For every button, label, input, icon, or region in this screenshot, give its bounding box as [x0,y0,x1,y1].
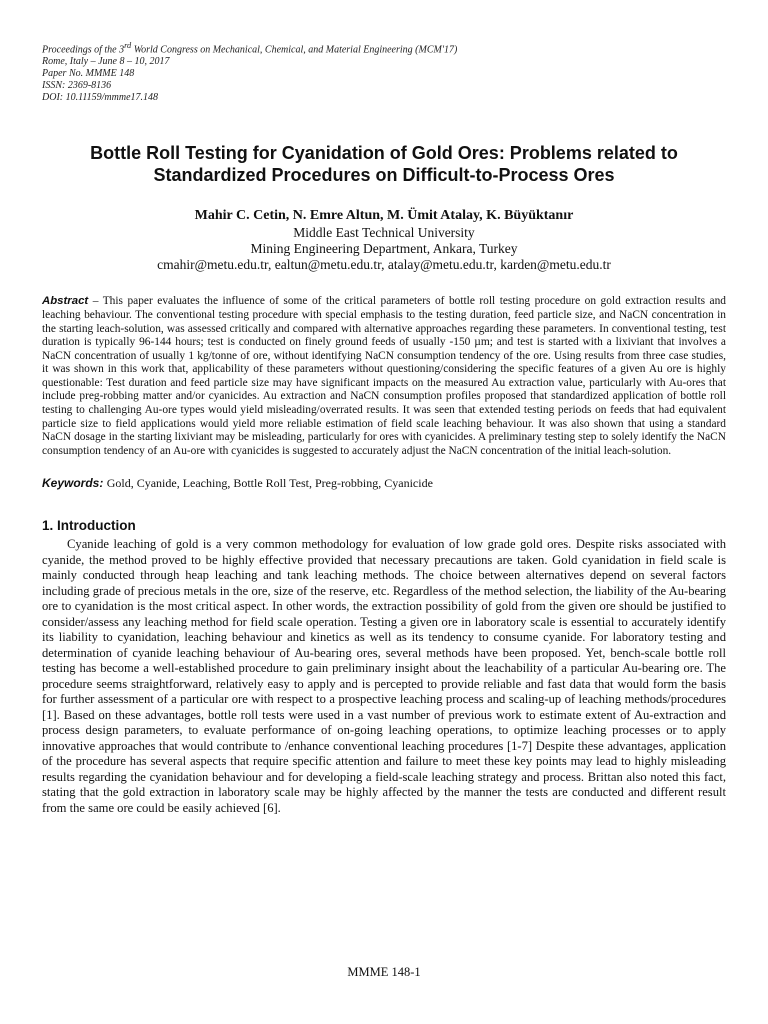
section-heading-introduction: 1. Introduction [42,518,136,534]
author-names: Mahir C. Cetin, N. Emre Altun, M. Ümit Atalay, K. Büyüktanır [194,208,574,224]
header-line-location: Rome, Italy – June 8 – 10, 2017 [42,56,170,68]
keywords-line [42,476,726,490]
abstract-text: This paper evaluates the influence of some of the critical parameters of bottle roll testing procedure on gold extraction results and leaching behaviour. The conventional testing procedure with special emphasis to the testing duration, feed particle size, and NaCN concentration in the starting leach-solution, was assessed critically and compared with alternative approaches regarding these parameters. In conventional testing, test duration is typically 96-144 hours; test is conducted on finely ground feeds of usually -150 µm; and test is started with a lixiviant that involves a NaCN concentration of usually 1 kg/tonne of ore, without identifying NaCN consumption tendency of the ore. Using results from three case studies, it was shown in this work that, applicability of these parameters without questioning/considering the specific features of a given Au ore is highly questionable: Test duration and feed particle size may have significant impacts on the measured Au extraction value, particularly with Au-ores that include preg-robbing matter and/or cyanicides. Au extraction and NaCN consumption profiles proposed that standardized application of bottle roll testing to challenging Au-ore types would yield misleading/overrated results. It was seen that extended testing periods on feeds that had equivalent particle size to field applications would yield more reliable estimation of field scale leaching behaviour. It was also shown that using a standard NaCN dosage in the starting lixiviant may be misleading, particularly for ores with cyanicides. A preliminary testing step to solely identify the NaCN consumption tendency of an Au-ore with cyanicides is suggested to accurately adjust the NaCN concentration of the initial leach-solution. [42,295,726,457]
keywords-text: Gold, Cyanide, Leaching, Bottle Roll Test, Preg-robbing, Cyanicide [106,476,433,491]
author-block [42,208,726,273]
header-line-paper-no: Paper No. MMME 148 [42,68,135,80]
keywords-label: Keywords [42,476,100,491]
keywords-colon: : [99,476,107,491]
page-footer: MMME 148-1 [347,965,421,979]
author-department: Mining Engineering Department, Ankara, Turkey [250,241,518,257]
abstract-paragraph [42,295,726,458]
header-line-proceedings [42,40,726,56]
abstract-label: Abstract [42,295,89,308]
abstract-dash: – [88,295,103,308]
header-congress-text: World Congress on Mechanical, Chemical, and Material Engineering (MCM'17) [131,44,458,56]
paper-title [42,142,726,186]
header-line-doi: DOI: 10.11159/mmme17.148 [42,92,159,104]
introduction-paragraph: Cyanide leaching of gold is a very common methodology for evaluation of low grade gold ores. Despite risks associated with cyanide, the method proved to be highly effective provided that necessary precautions are taken. Gold cyanidation in field scale is mainly conducted through heap leaching and tank leaching methods. The choice between alternatives depend on several factors including grade of precious metals in the ore, size of the reserve, etc. Regardless of the method selection, the liability of the Au-bearing ore to cyanidation is the most critical aspect. In other words, the extraction possibility of gold from the given ore should be justified to consider/assess any leaching method for field scale operation. Testing a given ore in laboratory scale is essential to accurately identify its liability to cyanidation, leaching behaviour and kinetics as well as its tendency to consume cyanide. For laboratory testing and determination of cyanide leaching behaviour of Au-bearing ores, several methods have been proposed. Yet, bench-scale bottle roll testing has become a well-established procedure to gain preliminary insight about the leachability of a particular Au-bearing ore. The procedure seems straightforward, relatively easy to apply and is percepted to provide reliable and fast data that would form the basis for further assessment of a particular ore with respect to a prospective leaching process and scaling-up of leaching methods/procedures [1]. Based on these advantages, bottle roll tests were used in a vast number of previous work to estimate extent of Au-extraction and process design parameters, to evaluate performance of on-going leaching operations, to optimize leaching processes or to apply innovative approaches that would contribute to /enhance conventional leaching procedures [1-7] Despite these advantages, application of the procedure has several aspects that require specific attention and failure to meet these key points may lead to highly misleading results regarding the cyanidation behaviour and for developing a field-scale leaching strategy and process. Brittan also noted this fact, stating that the gold extraction in laboratory scale may be highly affected by the manner the tests are conducted and different result from the same ore could be easily achieved [6]. [42,537,726,815]
header-proceedings-text: Proceedings of the 3 [42,44,125,56]
title-line-1: Bottle Roll Testing for Cyanidation of Gold Ores: Problems related to [90,143,678,164]
proceedings-header [42,40,726,104]
title-line-2: Standardized Procedures on Difficult-to-Process Ores [153,165,615,186]
paper-page [42,40,726,816]
header-ordinal-sup: rd [124,41,132,50]
author-university: Middle East Technical University [293,225,475,241]
header-line-issn: ISSN: 2369-8136 [42,80,112,92]
author-emails: cmahir@metu.edu.tr, ealtun@metu.edu.tr, atalay@metu.edu.tr, karden@metu.edu.tr [157,257,611,273]
